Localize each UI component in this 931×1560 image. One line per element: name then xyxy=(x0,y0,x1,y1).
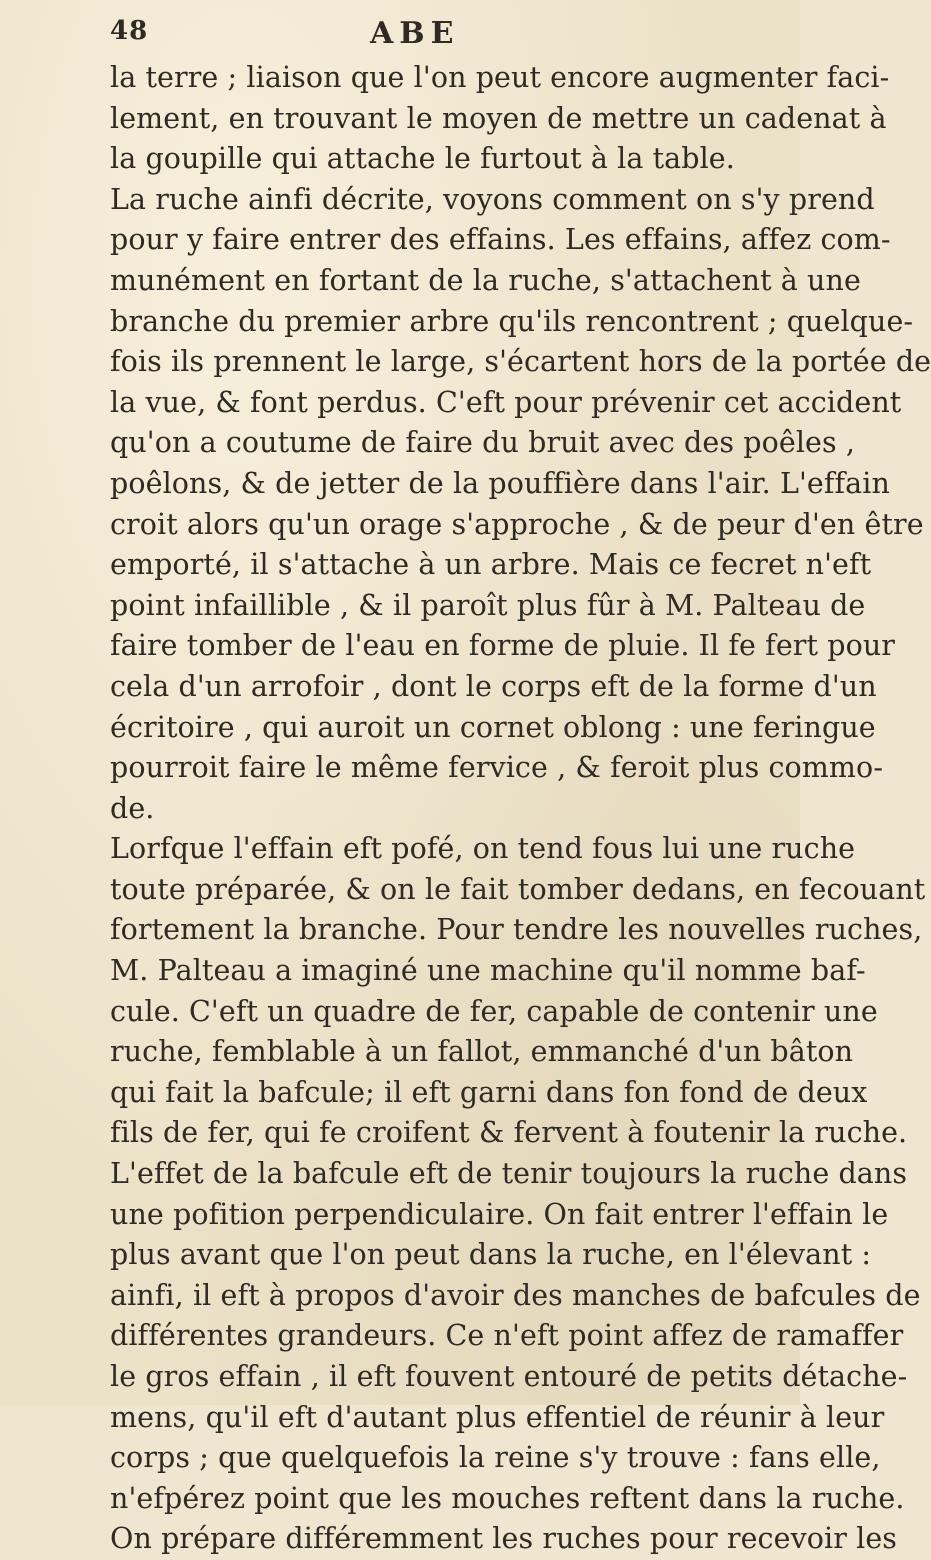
text-line: fils de fer, qui fe croifent & fervent à foutenir la ruche. xyxy=(110,1116,908,1150)
text-line: de. xyxy=(110,791,155,825)
body-text xyxy=(110,58,931,1560)
paragraph-start-line: Lorfque l'effain eft pofé, on tend fous lui une ruche xyxy=(110,832,856,866)
text-line: cela d'un arrofoir , dont le corps eft de la forme d'un xyxy=(110,669,877,703)
text-line: fortement la branche. Pour tendre les nouvelles ruches, xyxy=(110,913,923,947)
text-line: On prépare différemment les ruches pour recevoir les xyxy=(110,1522,898,1556)
text-line: pour y faire entrer des effains. Les effains, affez com- xyxy=(110,223,891,257)
text-line: L'effet de la bafcule eft de tenir toujours la ruche dans xyxy=(110,1157,908,1191)
text-line: la goupille qui attache le furtout à la table. xyxy=(110,142,735,176)
text-line: qui fait la bafcule; il eft garni dans fon fond de deux xyxy=(110,1075,868,1109)
text-line: fois ils prennent le large, s'écartent hors de la portée de xyxy=(110,345,931,379)
text-line: corps ; que quelquefois la reine s'y trouve : fans elle, xyxy=(110,1441,881,1475)
paragraph-start-line: La ruche ainfi décrite, voyons comment on s'y prend xyxy=(110,182,875,216)
text-line: écritoire , qui auroit un cornet oblong : une feringue xyxy=(110,710,876,744)
text-line: la vue, & font perdus. C'eft pour prévenir cet accident xyxy=(110,385,902,419)
text-line: branche du premier arbre qu'ils rencontrent ; quelque- xyxy=(110,304,914,338)
text-line: n'efpérez point que les mouches reftent dans la ruche. xyxy=(110,1481,905,1515)
text-line: mens, qu'il eft d'autant plus effentiel de réunir à leur xyxy=(110,1400,885,1434)
text-line: cule. C'eft un quadre de fer, capable de contenir une xyxy=(110,994,878,1028)
text-line: ruche, femblable à un fallot, emmanché d'un bâton xyxy=(110,1035,854,1069)
text-line: qu'on a coutume de faire du bruit avec des poêles , xyxy=(110,426,856,460)
text-line: différentes grandeurs. Ce n'eft point affez de ramaffer xyxy=(110,1319,904,1353)
text-line: la terre ; liaison que l'on peut encore augmenter faci- xyxy=(110,61,890,94)
text-line: pourroit faire le même fervice , & feroit plus commo- xyxy=(110,751,884,785)
text-line: M. Palteau a imaginé une machine qu'il nomme baf- xyxy=(110,954,866,988)
text-line: point infaillible , & il paroît plus fûr à M. Palteau de xyxy=(110,588,866,622)
running-head: ABE xyxy=(370,16,460,51)
text-line: munément en fortant de la ruche, s'attachent à une xyxy=(110,263,861,297)
text-line: toute préparée, & on le fait tomber dedans, en fecouant xyxy=(110,872,926,906)
text-line: emporté, il s'attache à un arbre. Mais ce fecret n'eft xyxy=(110,548,872,582)
text-line: faire tomber de l'eau en forme de pluie. Il fe fert pour xyxy=(110,629,896,663)
text-line: plus avant que l'on peut dans la ruche, en l'élevant : xyxy=(110,1238,872,1272)
text-line: poêlons, & de jetter de la pouffière dans l'air. L'effain xyxy=(110,466,890,500)
text-line: ainfi, il eft à propos d'avoir des manches de bafcules de xyxy=(110,1278,921,1312)
page-header xyxy=(110,16,710,56)
text-line: lement, en trouvant le moyen de mettre un cadenat à xyxy=(110,101,887,135)
text-line: une pofition perpendiculaire. On fait entrer l'effain le xyxy=(110,1197,889,1231)
page-number: 48 xyxy=(110,16,149,46)
text-line: le gros effain , il eft fouvent entouré de petits détache- xyxy=(110,1360,908,1393)
text-line: croit alors qu'un orage s'approche , & de peur d'en être xyxy=(110,507,924,541)
